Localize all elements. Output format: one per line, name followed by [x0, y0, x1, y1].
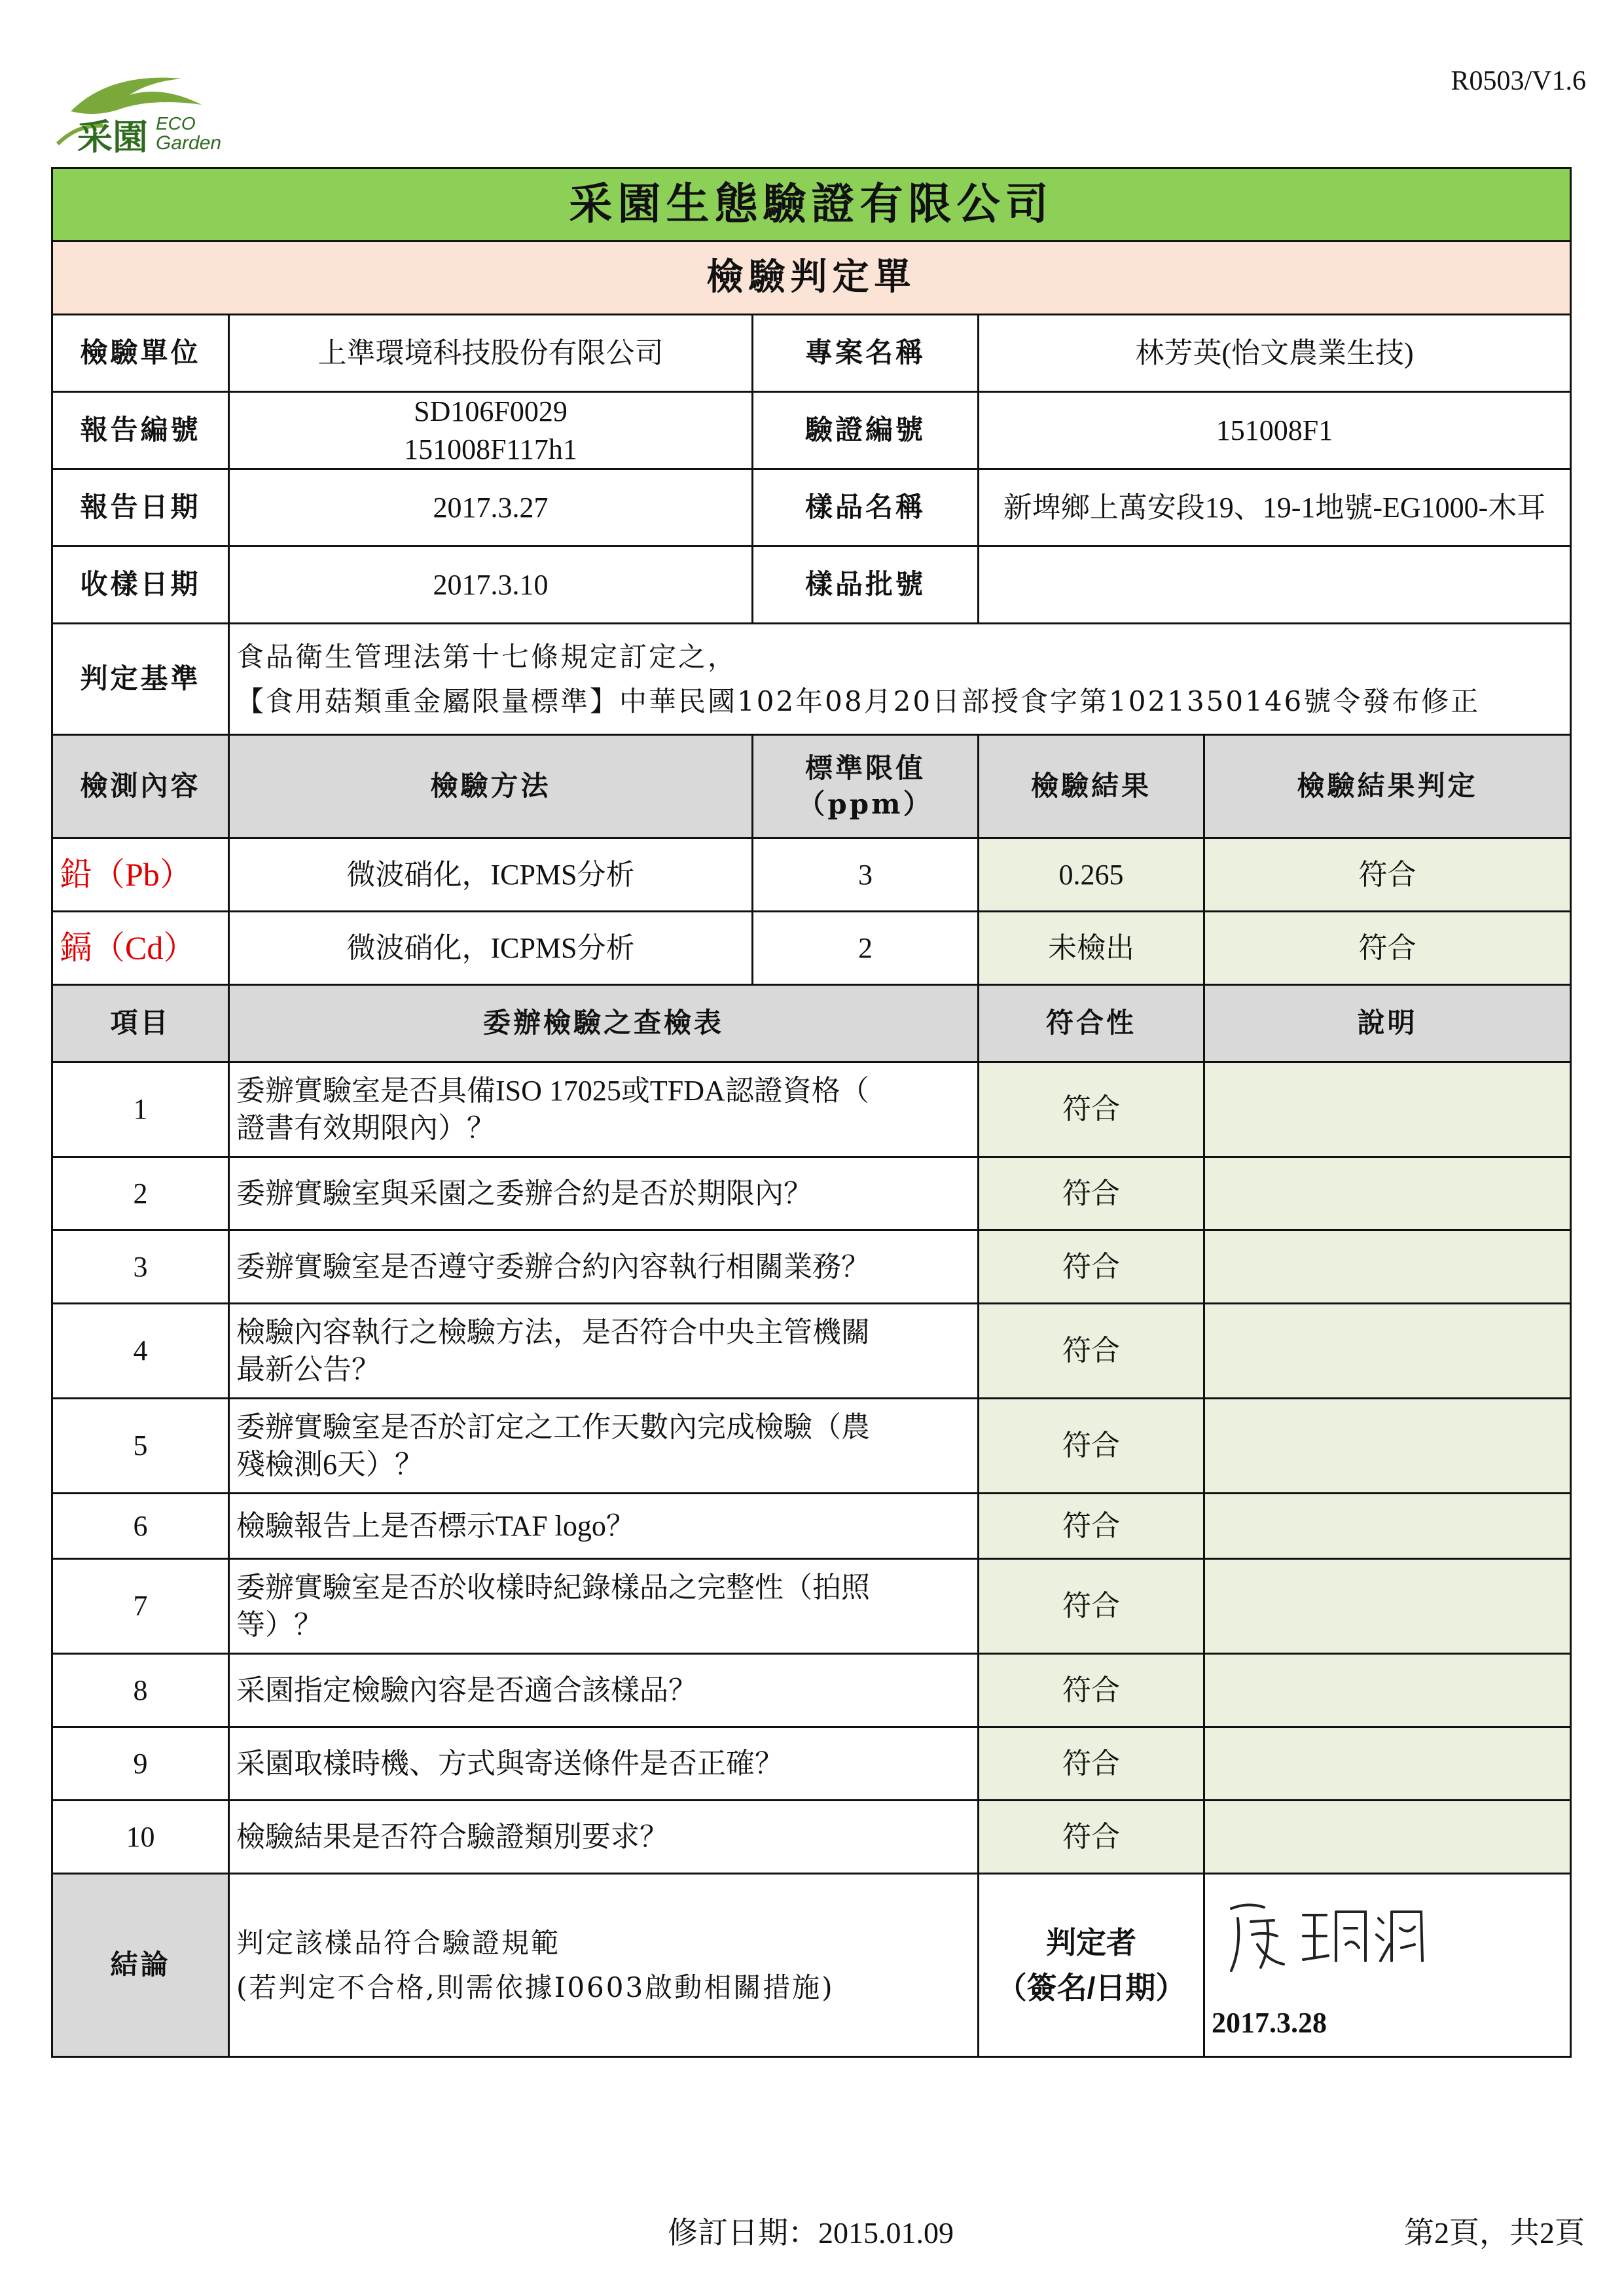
checklist-question-line-1: 檢驗內容執行之檢驗方法，是否符合中央主管機關: [236, 1316, 870, 1348]
checklist-question: 檢驗結果是否符合驗證類別要求？: [229, 1801, 979, 1874]
conclusion-label: 結論: [52, 1874, 229, 2057]
logo-chinese-text: 采園: [77, 116, 148, 157]
inspection-judgement-form: [51, 167, 1572, 2058]
test-result: 0.265: [979, 838, 1204, 912]
table-row: [52, 1230, 1571, 1304]
checklist-note: [1204, 1157, 1571, 1230]
checklist-question-header: 委辦檢驗之查檢表: [229, 985, 979, 1062]
test-limit: 2: [753, 912, 979, 985]
checklist-question: [229, 1062, 979, 1157]
checklist-question-line-2: 殘檢測6天）？: [236, 1448, 424, 1480]
test-result: 未檢出: [979, 912, 1204, 985]
test-method: 微波硝化，ICPMS分析: [229, 912, 753, 985]
table-row: [52, 1399, 1571, 1494]
test-judgement: 符合: [1204, 912, 1571, 985]
page-number: 第2頁，共2頁: [1404, 2216, 1585, 2250]
checklist-note: [1204, 1494, 1571, 1559]
test-judgement-header: 檢驗結果判定: [1204, 735, 1571, 838]
batch-no-value: [979, 547, 1571, 624]
table-row: [52, 838, 1571, 912]
checklist-question-line-2: 最新公告？: [236, 1354, 380, 1386]
checklist-question-line-2: 證書有效期限內）？: [236, 1112, 496, 1144]
checklist-question: 檢驗報告上是否標示TAF logo？: [229, 1494, 979, 1559]
eco-garden-logo: [51, 65, 247, 157]
table-row: [52, 1654, 1571, 1727]
checklist-no: 10: [52, 1801, 229, 1874]
basis-line-2: 【食用菇類重金屬限量標準】中華民國102年08月20日部授食字第1021350146號令發布修正: [236, 685, 1481, 717]
checklist-note: [1204, 1399, 1571, 1494]
form-subtitle: 檢驗判定單: [52, 242, 1571, 315]
checklist-result: 符合: [979, 1230, 1204, 1304]
table-row: [52, 1727, 1571, 1801]
basis-text: [229, 624, 1571, 735]
table-row: [52, 1157, 1571, 1230]
test-limit: 3: [753, 838, 979, 912]
checklist-no: 5: [52, 1399, 229, 1494]
basis-label: 判定基準: [52, 624, 229, 735]
checklist-result: 符合: [979, 1801, 1204, 1874]
test-limit-header-line-1: 標準限值: [804, 751, 926, 784]
checklist-note: [1204, 1801, 1571, 1874]
checklist-note-header: 說明: [1204, 985, 1571, 1062]
checklist-result: 符合: [979, 1727, 1204, 1801]
lab-label: 檢驗單位: [52, 315, 229, 392]
checklist-no: 3: [52, 1230, 229, 1304]
checklist-question-line-2: 等）？: [236, 1609, 323, 1641]
sample-name-label: 樣品名稱: [753, 469, 979, 547]
table-row: [52, 912, 1571, 985]
handwritten-signature: [1212, 1882, 1434, 1981]
form-code: R0503/V1.6: [1451, 66, 1586, 96]
checklist-result: 符合: [979, 1399, 1204, 1494]
test-item: 鉛（Pb）: [52, 838, 229, 912]
checklist-result: 符合: [979, 1062, 1204, 1157]
checklist-question: [229, 1399, 979, 1494]
checklist-note: [1204, 1727, 1571, 1801]
signer-name: 廖珮涵: [1212, 1882, 1214, 1883]
cert-no-label: 驗證編號: [753, 392, 979, 469]
checklist-question-line-1: 委辦實驗室是否於訂定之工作天數內完成檢驗（農: [236, 1410, 870, 1443]
checklist-result: 符合: [979, 1494, 1204, 1559]
test-item-header: 檢測內容: [52, 735, 229, 838]
checklist-question-line-1: 委辦實驗室是否於收樣時紀錄樣品之完整性（拍照: [236, 1571, 870, 1604]
checklist-question: 委辦實驗室是否遵守委辦合約內容執行相關業務？: [229, 1230, 979, 1304]
test-limit-header: [753, 735, 979, 838]
conclusion-line-2: (若判定不合格,則需依據I0603啟動相關措施): [236, 1971, 835, 2003]
signature-cell: [1204, 1874, 1571, 2057]
company-title: 采園生態驗證有限公司: [52, 168, 1571, 242]
conclusion-text: [229, 1874, 979, 2057]
judge-label: [979, 1874, 1204, 2057]
checklist-conformity-header: 符合性: [979, 985, 1204, 1062]
checklist-note: [1204, 1304, 1571, 1399]
cert-no-value: 151008F1: [979, 392, 1571, 469]
checklist-no: 6: [52, 1494, 229, 1559]
test-method: 微波硝化，ICPMS分析: [229, 838, 753, 912]
project-label: 專案名稱: [753, 315, 979, 392]
judge-label-line-1: 判定者: [1046, 1925, 1136, 1960]
table-row: [52, 1494, 1571, 1559]
checklist-no: 1: [52, 1062, 229, 1157]
report-date-value: 2017.3.27: [229, 469, 753, 547]
checklist-question: [229, 1559, 979, 1654]
checklist-no: 7: [52, 1559, 229, 1654]
checklist-question: [229, 1304, 979, 1399]
checklist-note: [1204, 1062, 1571, 1157]
checklist-question: 采園取樣時機、方式與寄送條件是否正確？: [229, 1727, 979, 1801]
test-result-header: 檢驗結果: [979, 735, 1204, 838]
checklist-result: 符合: [979, 1654, 1204, 1727]
report-no-line-1: SD106F0029: [414, 395, 568, 428]
basis-line-1: 食品衛生管理法第十七條規定訂定之，: [236, 641, 738, 673]
lab-value: 上準環境科技股份有限公司: [229, 315, 753, 392]
checklist-result: 符合: [979, 1304, 1204, 1399]
judgement-date: 2017.3.28: [1212, 2006, 1327, 2039]
table-row: [52, 1559, 1571, 1654]
test-item: 鎘（Cd）: [52, 912, 229, 985]
checklist-no: 4: [52, 1304, 229, 1399]
report-date-label: 報告日期: [52, 469, 229, 547]
checklist-no: 9: [52, 1727, 229, 1801]
test-limit-header-line-2: （ppm）: [797, 787, 933, 820]
report-no-label: 報告編號: [52, 392, 229, 469]
checklist-question: 委辦實驗室與采園之委辦合約是否於期限內？: [229, 1157, 979, 1230]
revision-date: 修訂日期：2015.01.09: [668, 2216, 954, 2250]
checklist-note: [1204, 1230, 1571, 1304]
checklist-no: 8: [52, 1654, 229, 1727]
checklist-question: 采園指定檢驗內容是否適合該樣品？: [229, 1654, 979, 1727]
checklist-no: 2: [52, 1157, 229, 1230]
logo-garden-text: Garden: [156, 132, 222, 154]
received-date-value: 2017.3.10: [229, 547, 753, 624]
project-value: 林芳英(怡文農業生技): [979, 315, 1571, 392]
table-row: [52, 1304, 1571, 1399]
checklist-note: [1204, 1559, 1571, 1654]
sample-name-value: 新埤鄉上萬安段19、19-1地號-EG1000-木耳: [979, 469, 1571, 547]
judge-label-line-2: （簽名/日期）: [996, 1970, 1186, 2005]
report-no-value: [229, 392, 753, 469]
table-row: [52, 1062, 1571, 1157]
received-date-label: 收樣日期: [52, 547, 229, 624]
batch-no-label: 樣品批號: [753, 547, 979, 624]
checklist-result: 符合: [979, 1157, 1204, 1230]
conclusion-line-1: 判定該樣品符合驗證規範: [236, 1927, 561, 1960]
test-method-header: 檢驗方法: [229, 735, 753, 838]
checklist-question-line-1: 委辦實驗室是否具備ISO 17025或TFDA認證資格（: [236, 1074, 869, 1107]
logo-eco-text: ECO: [156, 113, 196, 134]
test-judgement: 符合: [1204, 838, 1571, 912]
checklist-result: 符合: [979, 1559, 1204, 1654]
table-row: [52, 1801, 1571, 1874]
report-no-line-2: 151008F117h1: [404, 433, 577, 465]
checklist-no-header: 項目: [52, 985, 229, 1062]
checklist-note: [1204, 1654, 1571, 1727]
